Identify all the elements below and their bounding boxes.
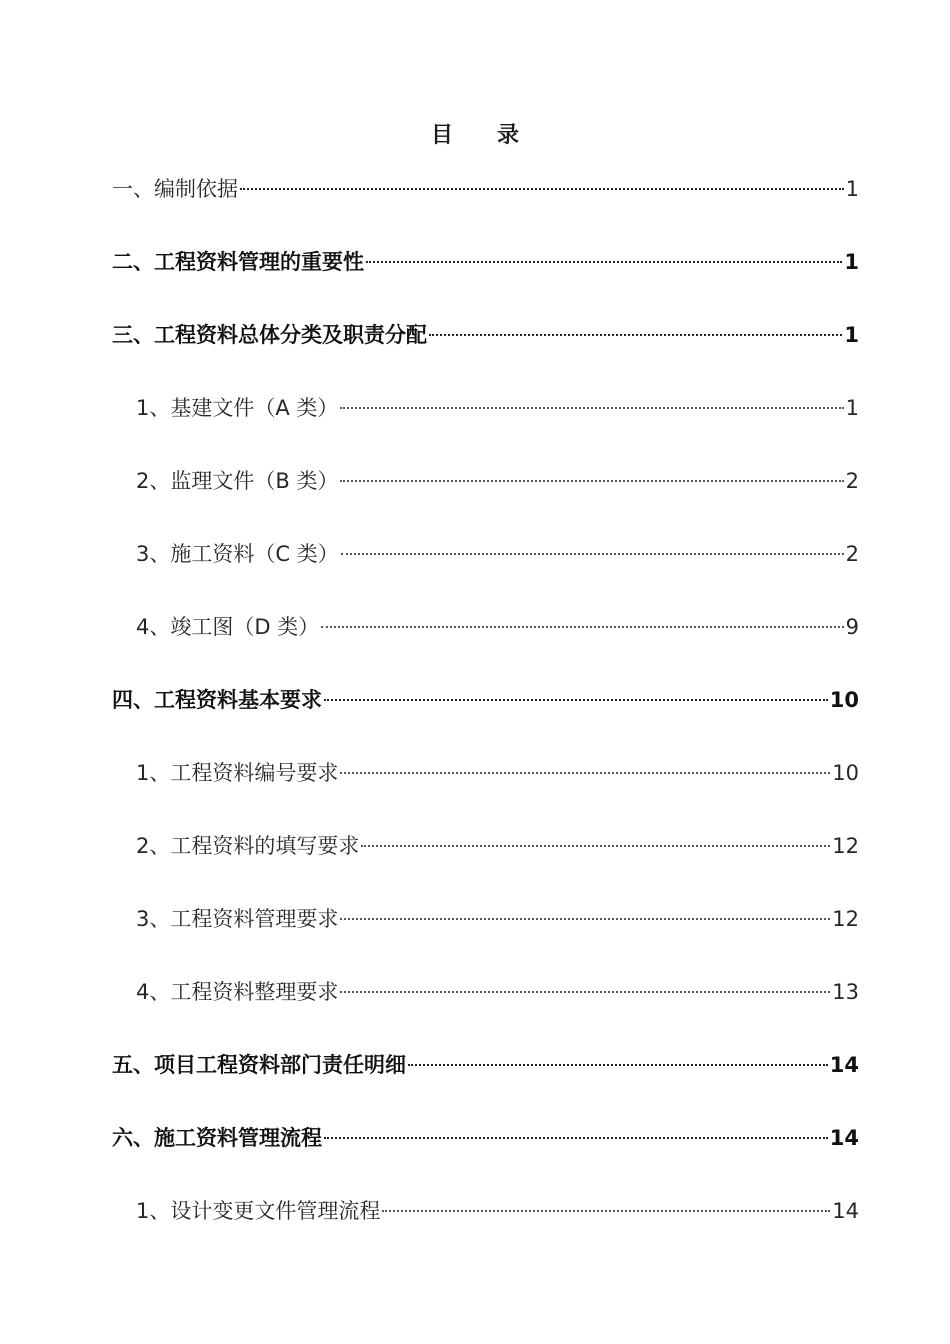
- toc-leader-dots: [240, 188, 844, 190]
- toc-entry-page: 1: [845, 396, 859, 420]
- toc-entry[interactable]: [112, 823, 859, 896]
- toc-leader-dots: [321, 626, 843, 628]
- toc-leader-dots: [324, 699, 828, 701]
- toc-entry[interactable]: [112, 896, 859, 969]
- toc-entry[interactable]: [112, 239, 859, 312]
- toc-entry-text: 4、工程资料整理要求: [136, 980, 339, 1004]
- toc-entry-page: 1: [845, 177, 859, 201]
- toc-entry-page: 2: [845, 542, 859, 566]
- toc-entry[interactable]: [112, 604, 859, 677]
- toc-entry-page: 9: [845, 615, 859, 639]
- toc-entry-page: 1: [844, 250, 859, 274]
- toc-entry[interactable]: [112, 969, 859, 1042]
- toc-leader-dots: [340, 918, 830, 920]
- toc-entry-page: 12: [832, 907, 859, 931]
- toc-title: [0, 118, 950, 149]
- toc-list: [112, 166, 859, 1261]
- toc-entry[interactable]: [112, 1042, 859, 1115]
- toc-leader-dots: [361, 845, 830, 847]
- toc-entry-text: 1、设计变更文件管理流程: [136, 1199, 381, 1223]
- toc-entry-text: 三、工程资料总体分类及职责分配: [112, 323, 427, 347]
- toc-entry[interactable]: [112, 1188, 859, 1261]
- toc-entry-text: 3、施工资料（C 类）: [136, 542, 339, 566]
- toc-entry-text: 1、基建文件（A 类）: [136, 396, 339, 420]
- toc-entry-text: 4、竣工图（D 类）: [136, 615, 320, 639]
- toc-entry-page: 1: [844, 323, 859, 347]
- toc-entry-page: 13: [832, 980, 859, 1004]
- toc-entry-page: 14: [829, 1126, 859, 1150]
- toc-entry[interactable]: [112, 677, 859, 750]
- toc-entry[interactable]: [112, 312, 859, 385]
- toc-entry[interactable]: [112, 1115, 859, 1188]
- toc-leader-dots: [324, 1137, 828, 1139]
- toc-entry-page: 14: [832, 1199, 859, 1223]
- toc-entry-text: 2、监理文件（B 类）: [136, 469, 339, 493]
- toc-entry-page: 2: [845, 469, 859, 493]
- toc-leader-dots: [340, 772, 830, 774]
- toc-entry-text: 2、工程资料的填写要求: [136, 834, 360, 858]
- toc-leader-dots: [429, 334, 842, 336]
- toc-entry[interactable]: [112, 385, 859, 458]
- toc-entry[interactable]: [112, 458, 859, 531]
- toc-title-part2: 录: [497, 123, 520, 148]
- toc-entry[interactable]: [112, 531, 859, 604]
- toc-entry-page: 10: [832, 761, 859, 785]
- toc-leader-dots: [340, 480, 843, 482]
- toc-entry[interactable]: [112, 166, 859, 239]
- toc-leader-dots: [366, 261, 842, 263]
- toc-entry-text: 五、项目工程资料部门责任明细: [112, 1053, 406, 1077]
- toc-leader-dots: [340, 991, 830, 993]
- toc-entry-text: 二、工程资料管理的重要性: [112, 250, 364, 274]
- toc-entry-text: 四、工程资料基本要求: [112, 688, 322, 712]
- toc-entry-text: 3、工程资料管理要求: [136, 907, 339, 931]
- toc-leader-dots: [408, 1064, 828, 1066]
- toc-entry-text: 六、施工资料管理流程: [112, 1126, 322, 1150]
- toc-entry-text: 1、工程资料编号要求: [136, 761, 339, 785]
- toc-title-part1: 目: [430, 123, 453, 148]
- toc-entry-page: 14: [829, 1053, 859, 1077]
- toc-entry[interactable]: [112, 750, 859, 823]
- toc-leader-dots: [340, 407, 843, 409]
- toc-leader-dots: [382, 1210, 830, 1212]
- toc-entry-page: 12: [832, 834, 859, 858]
- toc-entry-page: 10: [829, 688, 859, 712]
- toc-leader-dots: [341, 553, 844, 555]
- toc-entry-text: 一、编制依据: [112, 177, 238, 201]
